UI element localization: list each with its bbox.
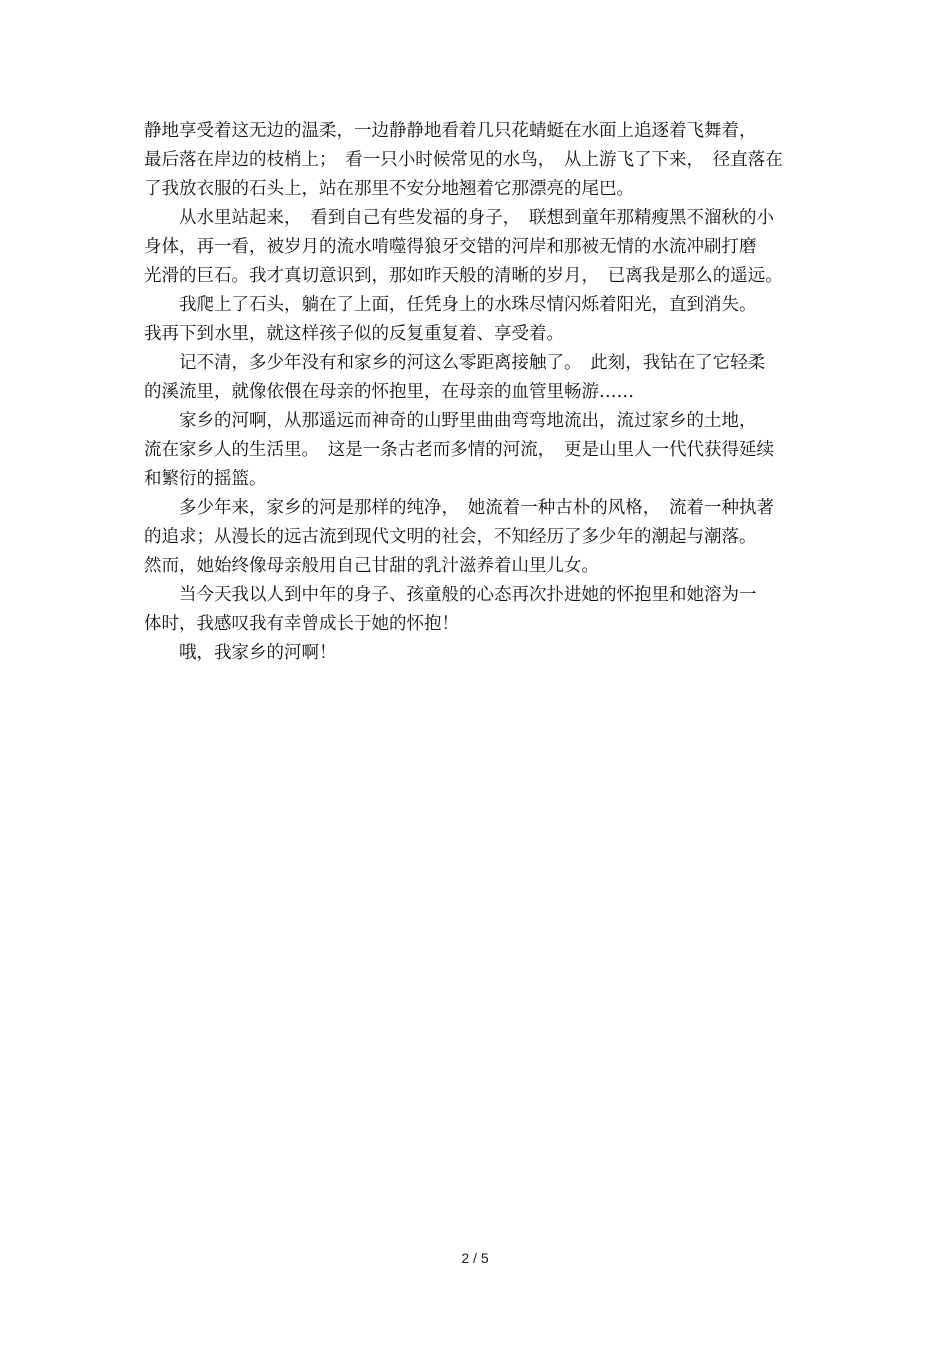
text-line: 然而，她始终像母亲般用自己甘甜的乳汁滋养着山里儿女。	[144, 556, 599, 576]
text-line: 流在家乡人的生活里。 这是一条古老而多情的河流， 更是山里人一代代获得延续	[144, 440, 774, 460]
text-line: 我再下到水里，就这样孩子似的反复重复着、享受着。	[144, 324, 564, 344]
text-line: 静地享受着这无边的温柔，一边静静地看着几只花蜻蜓在水面上追逐着飞舞着，	[144, 121, 757, 141]
article-body	[144, 117, 808, 668]
text-line: 了我放衣服的石头上，站在那里不安分地翘着它那漂亮的尾巴。	[144, 179, 634, 199]
page-number: 2 / 5	[461, 1250, 489, 1266]
text-line: 家乡的河啊，从那遥远而神奇的山野里曲曲弯弯地流出，流过家乡的土地，	[144, 411, 757, 431]
text-line: 最后落在岸边的枝梢上； 看一只小时候常见的水鸟， 从上游飞了下来， 径直落在	[144, 150, 783, 170]
text-line: 哦，我家乡的河啊！	[144, 643, 337, 663]
text-line: 记不清，多少年没有和家乡的河这么零距离接触了。 此刻，我钻在了它轻柔	[144, 353, 766, 373]
text-line: 的追求；从漫长的远古流到现代文明的社会，不知经历了多少年的潮起与潮落。	[144, 527, 757, 547]
text-line: 体时，我感叹我有幸曾成长于她的怀抱！	[144, 614, 459, 634]
text-line: 我爬上了石头，躺在了上面，任凭身上的水珠尽情闪烁着阳光，直到消失。	[144, 295, 757, 315]
text-line: 身体，再一看，被岁月的流水啃噬得狼牙交错的河岸和那被无情的水流冲刷打磨	[144, 237, 757, 257]
text-line: 和繁衍的摇篮。	[144, 469, 267, 489]
text-line: 从水里站起来， 看到自己有些发福的身子， 联想到童年那精瘦黑不溜秋的小	[144, 208, 774, 228]
text-line: 多少年来，家乡的河是那样的纯净， 她流着一种古朴的风格， 流着一种执著	[144, 498, 774, 518]
text-line: 当今天我以人到中年的身子、孩童般的心态再次扑进她的怀抱里和她溶为一	[144, 585, 757, 605]
text-line: 光滑的巨石。我才真切意识到，那如昨天般的清晰的岁月， 已离我是那么的遥远。	[144, 266, 783, 286]
text-line: 的溪流里，就像依偎在母亲的怀抱里，在母亲的血管里畅游……	[144, 382, 634, 402]
